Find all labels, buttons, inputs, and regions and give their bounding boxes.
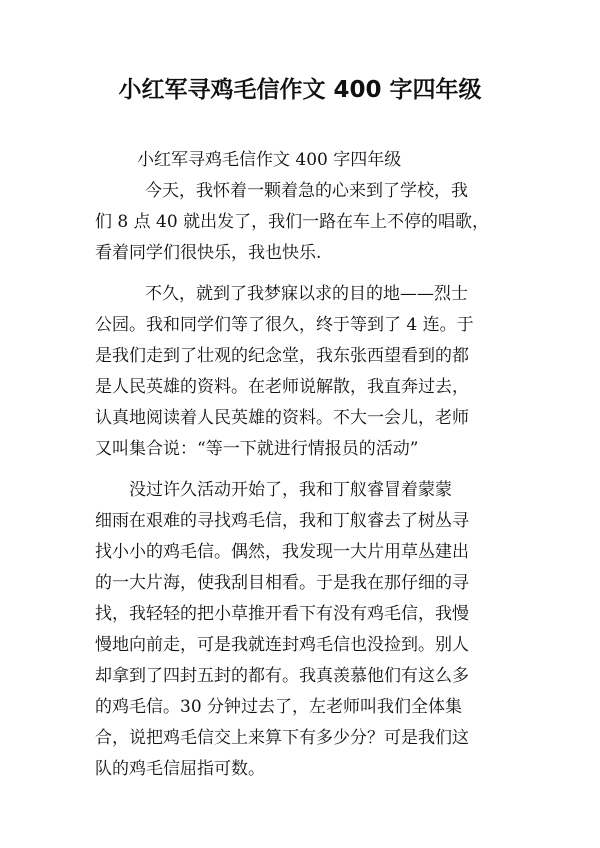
text-line: 找，我轻轻的把小草推开看下有没有鸡毛信，我慢 <box>95 604 469 624</box>
text-line: 细雨在艰难的寻找鸡毛信，我和丁舣睿去了树丛寻 <box>95 511 469 531</box>
text-line: 却拿到了四封五封的都有。我真羡慕他们有这么多 <box>95 666 469 686</box>
text-line: 合，说把鸡毛信交上来算下有多少分？可是我们这 <box>95 728 469 748</box>
text-line: 慢地向前走，可是我就连封鸡毛信也没捡到。别人 <box>95 635 469 655</box>
text-line: 的鸡毛信。30 分钟过去了，左老师叫我们全体集 <box>95 697 463 717</box>
text-line: 认真地阅读着人民英雄的资料。不大一会儿，老师 <box>95 408 469 428</box>
paragraph-2 <box>95 279 500 465</box>
text-line: 们 8 点 40 就出发了，我们一路在车上不停的唱歌， <box>95 212 490 232</box>
paragraph-3 <box>95 475 500 785</box>
essay-body <box>95 145 500 785</box>
page-title: 小红军寻鸡毛信作文 400 字四年级 <box>118 77 482 103</box>
essay-subtitle: 小红军寻鸡毛信作文 400 字四年级 <box>137 150 402 170</box>
text-line: 没过许久活动开始了，我和丁舣睿冒着蒙蒙 <box>129 480 452 500</box>
text-line: 公园。我和同学们等了很久，终于等到了 4 连。于 <box>95 315 474 335</box>
text-line: 找小小的鸡毛信。偶然，我发现一大片用草丛建出 <box>95 542 469 562</box>
text-line: 队的鸡毛信屈指可数。 <box>95 759 265 779</box>
paragraph-1 <box>95 176 500 269</box>
text-line: 不久，就到了我梦寐以求的目的地——烈士 <box>145 284 468 304</box>
text-line: 看着同学们很快乐，我也快乐. <box>95 243 322 263</box>
text-line: 今天，我怀着一颗着急的心来到了学校，我 <box>145 181 468 201</box>
text-line: 是我们走到了壮观的纪念堂，我东张西望看到的都 <box>95 346 469 366</box>
text-line: 是人民英雄的资料。在老师说解散，我直奔过去， <box>95 377 469 397</box>
text-line: 的一大片海，使我刮目相看。于是我在那仔细的寻 <box>95 573 469 593</box>
text-line: 又叫集合说：“等一下就进行情报员的活动” <box>95 439 419 459</box>
